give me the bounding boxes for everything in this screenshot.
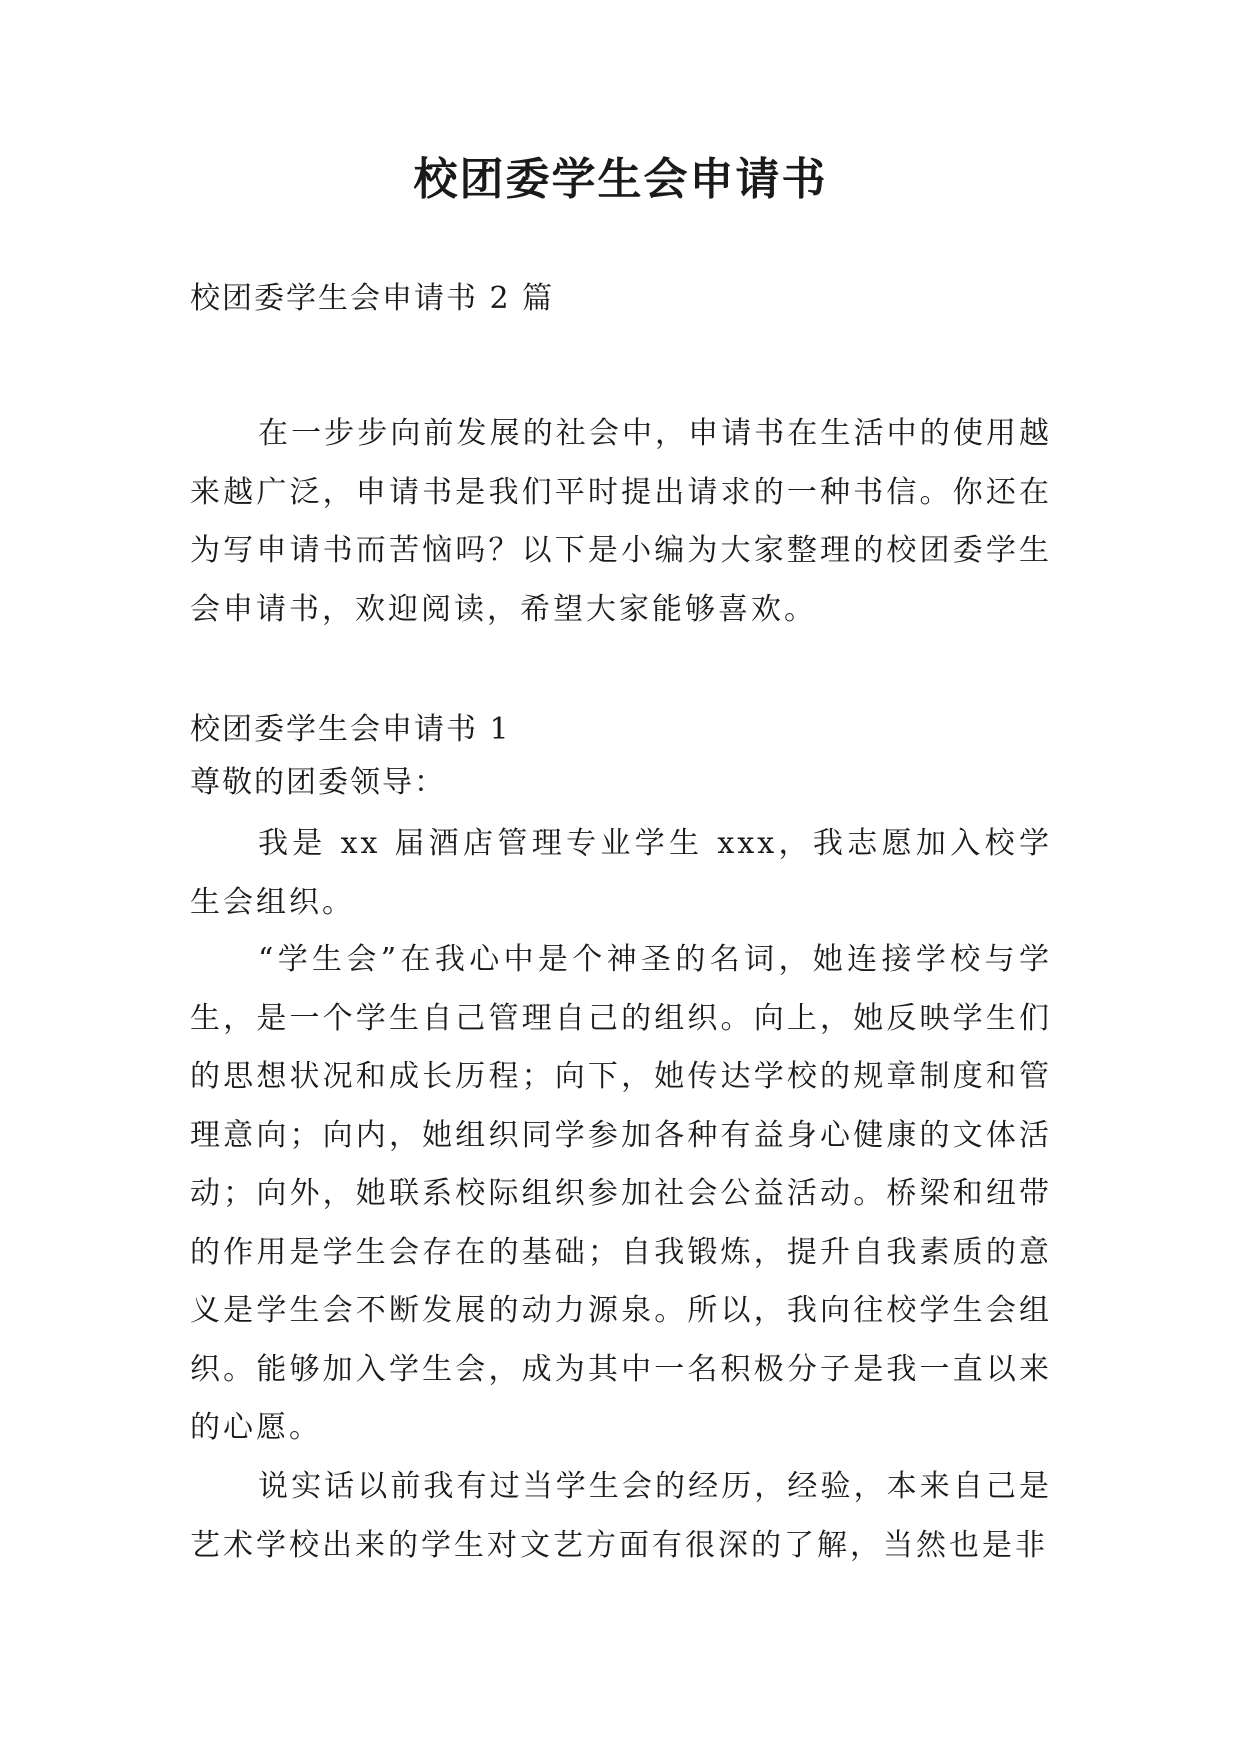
- document-title: 校团委学生会申请书: [413, 154, 828, 205]
- body-paragraph: “学生会”在我心中是个神圣的名词，她连接学校与学生，是一个学生自己管理自己的组织。向上，她反映学生们的思想状况和成长历程；向下，她传达学校的规章制度和管理意向；向内，她组织同学参加各种有益身心健康的文体活动；向外，她联系校际组织参加社会公益活动。桥梁和纽带的作用是学生会存在的基础；自我锻炼，提升自我素质的意义是学生会不断发展的动力源泉。所以，我向往校学生会组织。能够加入学生会，成为其中一名积极分子是我一直以来的心愿。: [190, 942, 1052, 1445]
- letter-heading: 校团委学生会申请书 1: [190, 712, 511, 747]
- document-subtitle: 校团委学生会申请书 2 篇: [190, 281, 555, 316]
- letter-salutation: 尊敬的团委领导：: [190, 765, 446, 800]
- body-paragraph: 我是 xx 届酒店管理专业学生 xxx，我志愿加入校学生会组织。: [190, 826, 1052, 920]
- body-paragraph: 说实话以前我有过当学生会的经历，经验，本来自己是艺术学校出来的学生对文艺方面有很深的了解，当然也是非: [190, 1469, 1052, 1563]
- intro-paragraph: 在一步步向前发展的社会中，申请书在生活中的使用越来越广泛，申请书是我们平时提出请求的一种书信。你还在为写申请书而苦恼吗？以下是小编为大家整理的校团委学生会申请书，欢迎阅读，希望大家能够喜欢。: [190, 416, 1052, 627]
